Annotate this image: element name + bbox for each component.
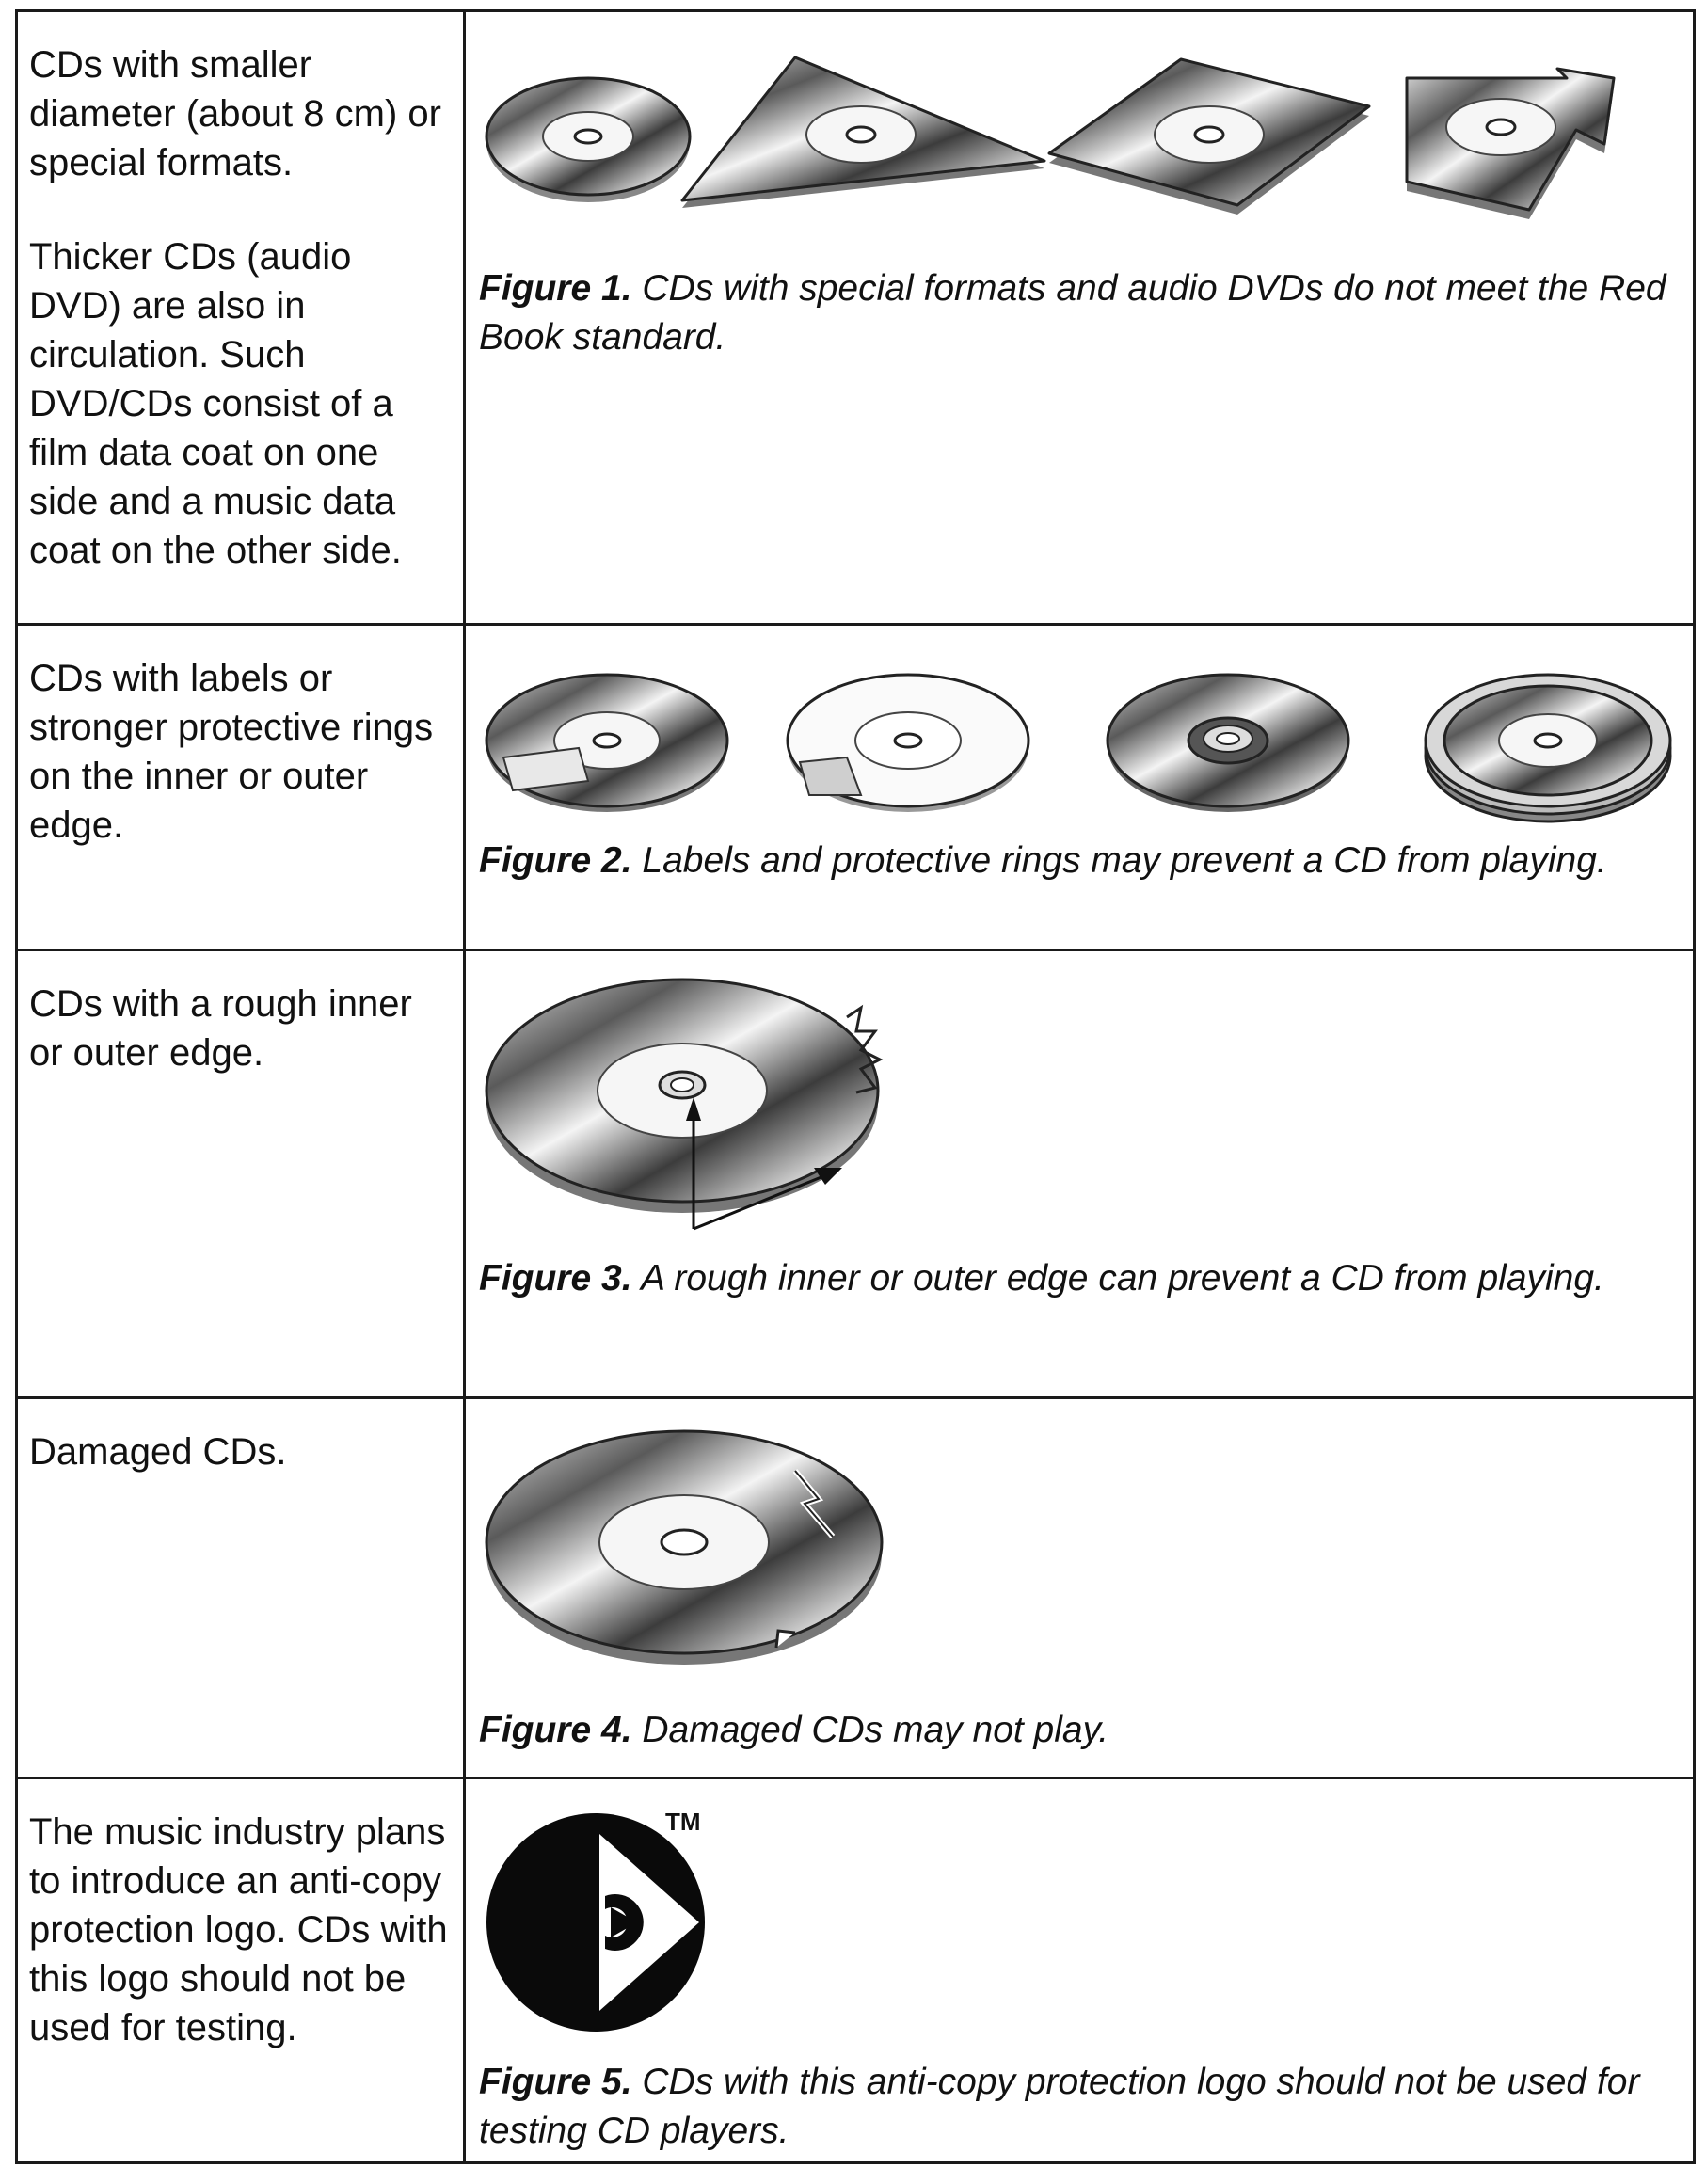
- figure-cell: [466, 626, 1693, 949]
- figure-cell: [466, 951, 1693, 1396]
- figure-label: Figure 2.: [479, 840, 632, 881]
- triangle-cd-icon: [682, 57, 1044, 208]
- caption-text: CDs with special formats and audio DVDs do not meet the Red Book standard.: [479, 268, 1666, 358]
- caption-text: Labels and protective rings may prevent a CD from playing.: [642, 840, 1607, 881]
- row-description: [18, 1779, 466, 2161]
- description-text: Damaged CDs.: [29, 1431, 287, 1473]
- description-text: CDs with smaller diameter (about 8 cm) or special formats.: [29, 44, 441, 183]
- special-format-cds-illustration: [485, 40, 1698, 238]
- row-description: [18, 12, 466, 623]
- figure-cell: [466, 1399, 1693, 1777]
- table-row: [18, 626, 1693, 951]
- description-text: CDs with a rough inner or outer edge.: [29, 983, 412, 1074]
- cd-with-inner-ring-icon: [1108, 675, 1348, 812]
- figure-caption: [479, 837, 1680, 885]
- description-text: The music industry plans to introduce an anti-copy protection logo. CDs with this logo should not be used for testing.: [29, 1811, 448, 2048]
- row-description: [18, 951, 466, 1396]
- cd-with-label-icon: [486, 675, 727, 812]
- figure-caption: [479, 1706, 1680, 1755]
- table-row: [18, 12, 1693, 626]
- damaged-cd-illustration: [485, 1433, 899, 1687]
- caption-text: A rough inner or outer edge can prevent a CD from playing.: [640, 1258, 1604, 1299]
- table-row: [18, 1399, 1693, 1779]
- arrow-cd-icon: [1407, 69, 1614, 219]
- figure-label: Figure 1.: [479, 268, 632, 309]
- row-description: [18, 1399, 466, 1777]
- figure-caption: [479, 1254, 1680, 1303]
- trademark-mark: TM: [665, 1808, 701, 1836]
- figure-cell: [466, 12, 1693, 623]
- labeled-cds-illustration: [485, 654, 1698, 823]
- small-cd-icon: [486, 78, 690, 202]
- figure-label: Figure 3.: [479, 1258, 632, 1299]
- figure-caption: [479, 2058, 1680, 2156]
- figure-cell: [466, 1779, 1693, 2161]
- description-text: CDs with labels or stronger protective rings on the inner or outer edge.: [29, 658, 434, 846]
- card-cd-icon: [1049, 59, 1369, 215]
- figure-label: Figure 4.: [479, 1710, 632, 1750]
- figure-caption: [479, 264, 1680, 362]
- table-row: [18, 951, 1693, 1399]
- figure-label: Figure 5.: [479, 2062, 632, 2102]
- description-text: Thicker CDs (audio DVD) are also in circulation. Such DVD/CDs consist of a film data coat on one side and a music data coat on the other side.: [29, 236, 402, 571]
- rough-edge-cd-illustration: [485, 980, 899, 1262]
- caption-text: CDs with this anti-copy protection logo should not be used for testing CD players.: [479, 2062, 1640, 2151]
- caption-text: Damaged CDs may not play.: [642, 1710, 1109, 1750]
- row-description: [18, 626, 466, 949]
- cd-with-outer-ring-icon: [1426, 675, 1670, 821]
- anti-copy-logo-icon: [485, 1806, 720, 2032]
- cd-compatibility-table: [15, 9, 1696, 2164]
- white-label-cd-icon: [788, 675, 1028, 812]
- table-row: [18, 1779, 1693, 2161]
